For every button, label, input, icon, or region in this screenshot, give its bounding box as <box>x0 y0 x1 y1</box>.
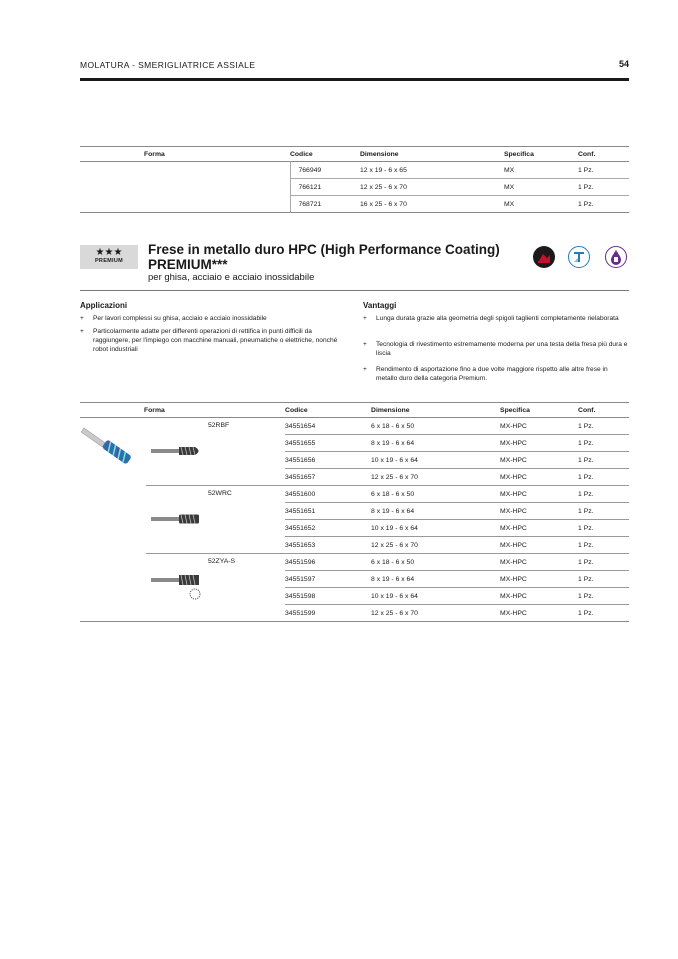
cell-dimension: 12 x 25 - 6 x 70 <box>371 605 500 622</box>
cell-conf: 1 Pz. <box>578 520 629 537</box>
cell-spec: MX <box>504 196 578 213</box>
applicazioni-item: + Particolarmente adatte per differenti operazioni di rettifica in punti difficili da raggiungere, per l'impiego con macchine manuali, pneumatiche o elettriche, nonché robot industriali <box>80 328 338 353</box>
table-row <box>80 162 629 179</box>
col-forma: Forma <box>144 150 165 158</box>
cell-spec: MX-HPC <box>500 537 578 554</box>
steel-icon <box>568 246 590 268</box>
table-row <box>80 418 629 435</box>
cell-conf: 1 Pz. <box>578 422 594 430</box>
cell-forma <box>80 179 290 196</box>
cell-dimension: 12 x 19 - 6 x 65 <box>360 166 407 174</box>
cell-dimension: 6 x 18 - 6 x 50 <box>371 554 500 571</box>
cell-code: 766121 <box>290 179 360 196</box>
col-codice: Codice <box>290 150 313 158</box>
cell-dimension: 10 x 19 - 6 x 64 <box>371 452 500 469</box>
applicazioni-heading: Applicazioni <box>80 301 128 310</box>
cell-spec: MX-HPC <box>500 520 578 537</box>
cell-dimension: 8 x 19 - 6 x 64 <box>371 571 500 588</box>
header-divider <box>80 78 629 81</box>
cell-code: 34551655 <box>285 435 371 452</box>
cell-conf: 1 Pz. <box>578 179 629 196</box>
cell-dimension: 6 x 18 - 6 x 50 <box>371 422 415 430</box>
cell-spec: MX-HPC <box>500 571 578 588</box>
shape-name: 52WRC <box>208 486 285 554</box>
cell-conf: 1 Pz. <box>578 554 629 571</box>
cell-spec: MX-HPC <box>500 554 578 571</box>
col-dimensione: Dimensione <box>360 150 399 158</box>
col-dimensione: Dimensione <box>371 406 410 414</box>
cell-code: 34551652 <box>285 520 371 537</box>
col-specifica: Specifica <box>500 406 530 414</box>
cell-code: 34551599 <box>285 605 371 622</box>
premium-badge <box>80 245 138 269</box>
product-subtitle: per ghisa, acciaio e acciaio inossidabile <box>148 272 315 283</box>
table-header-row <box>80 147 629 162</box>
cell-conf: 1 Pz. <box>578 571 629 588</box>
stainless-steel-icon <box>605 246 627 268</box>
cell-code: 34551651 <box>285 503 371 520</box>
cell-spec: MX <box>504 166 515 174</box>
cell-spec: MX-HPC <box>500 486 578 503</box>
cell-spec: MX-HPC <box>500 503 578 520</box>
cell-spec: MX <box>504 179 578 196</box>
cell-code: 34551598 <box>285 588 371 605</box>
col-forma: Forma <box>144 406 165 414</box>
cell-conf: 1 Pz. <box>578 503 629 520</box>
tool-shape-image <box>146 554 208 622</box>
cast-iron-icon <box>533 246 555 268</box>
cell-conf: 1 Pz. <box>578 452 629 469</box>
cell-spec: MX-HPC <box>500 452 578 469</box>
page-number: 54 <box>618 59 629 69</box>
cell-dimension: 12 x 25 - 6 x 70 <box>371 537 500 554</box>
cell-spec: MX-HPC <box>500 469 578 486</box>
col-specifica: Specifica <box>504 150 534 158</box>
cell-code: 34551597 <box>285 571 371 588</box>
cell-conf: 1 Pz. <box>578 537 629 554</box>
product-title: Frese in metallo duro HPC (High Performance Coating) PREMIUM*** <box>148 242 500 272</box>
vantaggi-heading: Vantaggi <box>363 301 397 310</box>
cell-code: 34551596 <box>285 554 371 571</box>
table-hpc-products <box>80 402 629 622</box>
cell-conf: 1 Pz. <box>578 435 629 452</box>
product-photo <box>80 418 146 622</box>
cell-conf: 1 Pz. <box>578 588 629 605</box>
premium-label: PREMIUM <box>94 258 124 264</box>
col-codice: Codice <box>285 406 308 414</box>
cell-dimension: 10 x 19 - 6 x 64 <box>371 588 500 605</box>
table-row <box>80 486 629 503</box>
cell-spec: MX-HPC <box>500 588 578 605</box>
cell-dimension: 12 x 25 - 6 x 70 <box>360 179 504 196</box>
cell-code: 34551600 <box>285 486 371 503</box>
cell-dimension: 16 x 25 - 6 x 70 <box>360 196 504 213</box>
section-divider <box>80 290 629 291</box>
shape-name: 52ZYA-S <box>208 554 285 622</box>
col-conf: Conf. <box>578 150 596 158</box>
cell-code: 768721 <box>290 196 360 213</box>
cell-code: 34551653 <box>285 537 371 554</box>
applicazioni-item: + Per lavori complessi su ghisa, acciaio e acciaio inossidabile <box>80 315 267 322</box>
cell-spec: MX-HPC <box>500 422 527 430</box>
cell-conf: 1 Pz. <box>578 196 629 213</box>
cell-code: 766949 <box>290 162 360 179</box>
col-conf: Conf. <box>578 406 596 414</box>
cell-conf: 1 Pz. <box>578 469 629 486</box>
cell-dimension: 6 x 18 - 6 x 50 <box>371 486 500 503</box>
table-row <box>80 554 629 571</box>
table-row <box>80 179 629 196</box>
cell-forma <box>80 162 290 179</box>
cell-code: 34551657 <box>285 469 371 486</box>
tool-shape-image <box>146 418 208 486</box>
vantaggi-item: + Lunga durata grazie alla geometria degli spigoli taglienti completamente rielaborata <box>363 315 619 322</box>
table-header-row <box>80 403 629 418</box>
cell-forma <box>80 196 290 213</box>
tool-shape-image <box>146 486 208 554</box>
table-row <box>80 196 629 213</box>
table-previous-products <box>80 146 629 213</box>
shape-name: 52RBF <box>208 422 230 429</box>
cell-conf: 1 Pz. <box>578 486 629 503</box>
cell-dimension: 8 x 19 - 6 x 64 <box>371 435 500 452</box>
cell-conf: 1 Pz. <box>578 605 629 622</box>
vantaggi-item: + Rendimento di asportazione fino a due volte maggiore rispetto alle altre frese in metallo duro della categoria Premium. <box>363 366 608 382</box>
vantaggi-item: + Tecnologia di rivestimento estremamente moderna per una testa della fresa più dura e liscia <box>363 341 628 357</box>
cell-dimension: 8 x 19 - 6 x 64 <box>371 503 500 520</box>
cell-dimension: 10 x 19 - 6 x 64 <box>371 520 500 537</box>
cell-spec: MX-HPC <box>500 435 578 452</box>
star-rating-icon: ★★★ <box>95 247 123 258</box>
hpc-burr-photo <box>80 422 142 474</box>
cell-dimension: 12 x 25 - 6 x 70 <box>371 469 500 486</box>
page-header-title: MOLATURA - SMERIGLIATRICE ASSIALE <box>80 60 256 70</box>
cell-conf: 1 Pz. <box>578 166 594 174</box>
cell-code: 34551656 <box>285 452 371 469</box>
cell-spec: MX-HPC <box>500 605 578 622</box>
cell-code: 34551654 <box>285 422 316 430</box>
